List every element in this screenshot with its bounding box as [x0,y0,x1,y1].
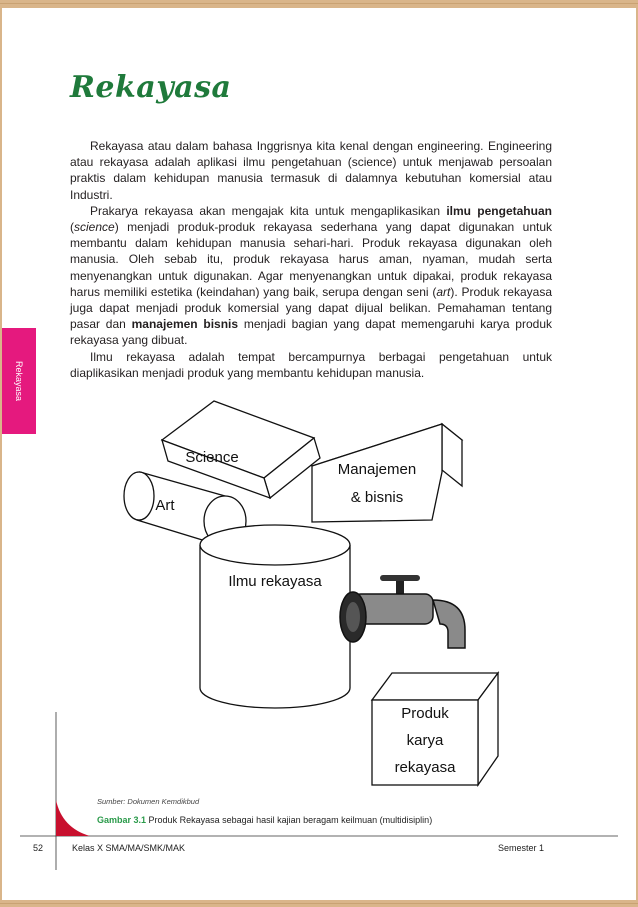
label-manajemen-2: & bisnis [350,489,404,506]
label-science: Science [185,449,239,466]
chapter-title: Rekayasa [70,70,232,105]
p2-science-word: science [74,220,115,235]
p2-paren: ( [70,220,74,235]
paragraph-1: Rekayasa atau dalam bahasa Inggrisnya kita kenal dengan engineering. Engineering atau rekayasa adalah aplikasi ilmu pengetahuan (science) untuk menjawab persoalan praktis dalam kehidupan manusia termasuk di dalamnya kebutuhan komersial atau Industri. [70,139,552,202]
p2-text-1: Prakarya rekayasa akan mengajak kita untuk mengaplikasikan [90,203,441,218]
label-produk-2: karya [406,732,444,749]
footer-semester: Semester 1 [498,843,545,853]
p2-bold-ilmu: ilmu pengetahuan [446,203,552,218]
p2-text-4: menjadi bagian yang dapat memengaruhi karya produk rekayasa yang dibuat. [70,317,552,348]
p2-art-word: art [436,284,451,299]
caption-text: Produk Rekayasa sebagai hasil kajian beragam keilmuan (multidisiplin) [148,815,433,825]
p2-text-3: ). Produk rekayasa juga dapat menjadi produk komersial yang dapat dijual belikan. Pemahaman tentang pasar dan [70,284,552,332]
label-manajemen-1: Manajemen [337,461,417,478]
label-produk-3: rekayasa [394,759,456,776]
p2-text-2: ) menjadi produk-produk rekayasa sederhana yang dapat digunakan untuk membantu dalam kehidupan manusia sehari-hari. Produk rekayasa digunakan oleh manusia. Oleh sebab itu, produk rekayasa harus aman, nyaman, mudah serta menyenangkan untuk digunakan. Agar menyenangkan untuk dipakai, produk rekayasa harus memiliki estetika (keindahan) yang baik, serupa dengan seni ( [70,220,552,299]
page-number: 52 [33,843,44,853]
side-tab-label: Rekayasa [14,360,24,402]
caption-label: Gambar 3.1 [97,815,147,825]
label-produk-1: Produk [401,705,449,722]
label-ilmu-rekayasa: Ilmu rekayasa [228,573,322,590]
label-art: Art [155,497,175,514]
paragraph-3: Ilmu rekayasa adalah tempat bercampurnya berbagai pengetahuan untuk diaplikasikan menjadi produk yang membantu kehidupan manusia. [70,349,552,380]
figure-caption [97,815,432,825]
footer-book-title: Kelas X SMA/MA/SMK/MAK [72,843,186,853]
p2-bold-manajemen: manajemen bisnis [131,317,239,332]
caption-source: Sumber: Dokumen Kemdikbud [97,797,200,806]
